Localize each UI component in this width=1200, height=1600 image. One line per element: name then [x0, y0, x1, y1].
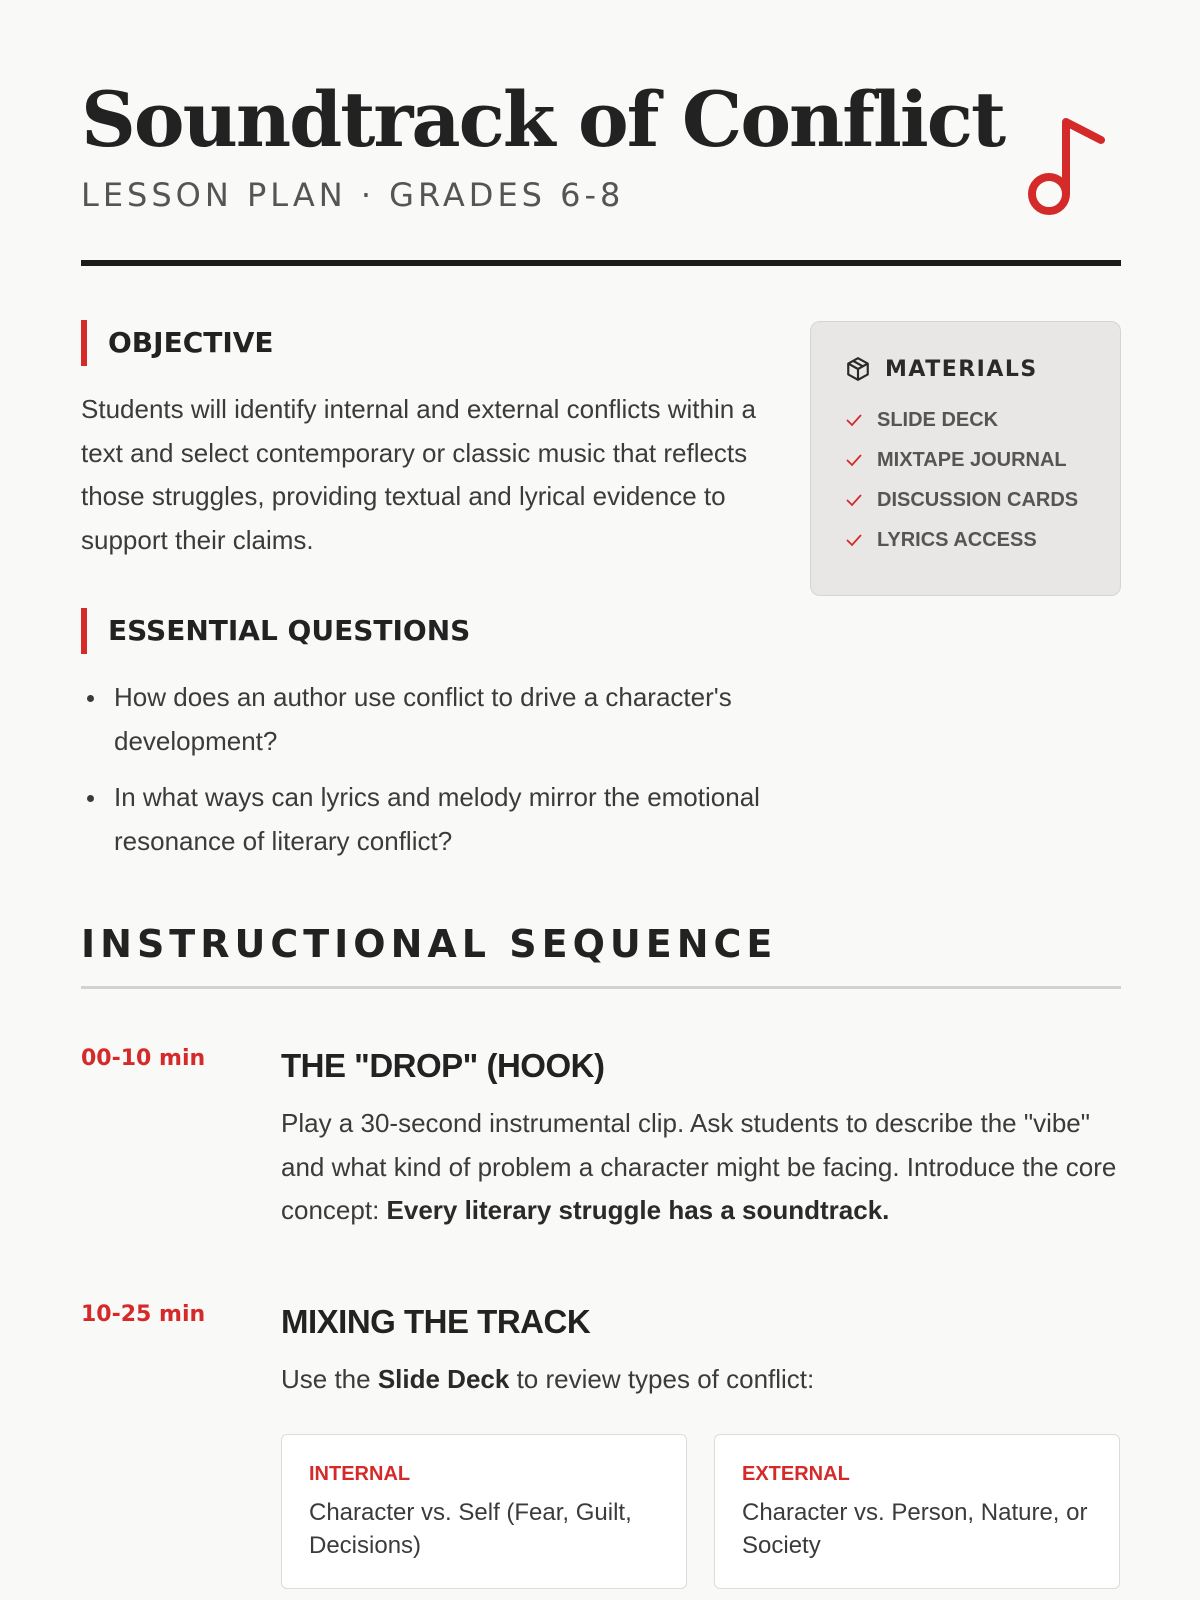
list-item [845, 480, 1120, 520]
list-item [845, 400, 1120, 440]
list-item [845, 520, 1120, 560]
step-title: MIXING THE TRACK [281, 1303, 591, 1340]
header-divider [81, 260, 1121, 266]
conflict-cards [281, 1434, 1121, 1589]
check-icon [845, 453, 863, 467]
left-column [81, 320, 761, 876]
step-text-emphasis: Slide Deck [377, 1364, 510, 1394]
box-icon [845, 356, 871, 382]
step-text [281, 1358, 1121, 1402]
check-icon [845, 413, 863, 427]
card-text: Character vs. Self (Fear, Guilt, Decisions) [309, 1498, 632, 1559]
list-item: In what ways can lyrics and melody mirror the emotional resonance of literary conflict? [81, 776, 761, 863]
material-label: SLIDE DECK [877, 408, 999, 431]
step-body [281, 1302, 1121, 1589]
sequence-heading: INSTRUCTIONAL SEQUENCE [81, 922, 778, 966]
step-text [281, 1102, 1121, 1233]
essential-questions-list [81, 676, 761, 863]
step-time: 10-25 min [81, 1302, 206, 1327]
essential-questions-heading: ESSENTIAL QUESTIONS [81, 608, 761, 654]
material-label: LYRICS ACCESS [877, 528, 1037, 551]
check-icon [845, 533, 863, 547]
page-subtitle: LESSON PLAN · GRADES 6-8 [81, 176, 625, 214]
page-title: Soundtrack of Conflict [81, 75, 1005, 164]
step-body [281, 1046, 1121, 1233]
conflict-card-external [714, 1434, 1120, 1589]
lesson-plan-page [81, 0, 1121, 1600]
step-text-before: Use the [281, 1364, 378, 1394]
music-note-icon [1027, 116, 1107, 220]
materials-heading [845, 356, 1120, 382]
header [81, 0, 1121, 270]
objective-text: Students will identify internal and external conflicts within a text and select contemporary or classic music that reflects those struggles, providing textual and lyrical evidence to support their claims. [81, 394, 756, 555]
step-text-main: Play a 30-second instrumental clip. Ask students to describe the "vibe" and what kind of problem a character might be facing. Introduce the core concept: [281, 1108, 1117, 1225]
step-time: 00-10 min [81, 1046, 206, 1071]
card-label: INTERNAL [309, 1462, 411, 1485]
card-text: Character vs. Person, Nature, or Society [742, 1498, 1088, 1559]
list-item [845, 440, 1120, 480]
objective-heading: OBJECTIVE [81, 320, 761, 366]
check-icon [845, 493, 863, 507]
step-title: THE "DROP" (HOOK) [281, 1047, 605, 1084]
materials-list [845, 400, 1120, 560]
conflict-card-internal [281, 1434, 687, 1589]
sequence-divider [81, 986, 1121, 989]
material-label: DISCUSSION CARDS [877, 488, 1079, 511]
materials-heading-label: MATERIALS [885, 356, 1038, 382]
material-label: MIXTAPE JOURNAL [877, 448, 1067, 471]
step-text-after: to review types of conflict: [509, 1364, 815, 1394]
card-label: EXTERNAL [742, 1462, 850, 1485]
step-text-emphasis: Every literary struggle has a soundtrack. [386, 1195, 890, 1225]
materials-box [810, 321, 1121, 596]
list-item: How does an author use conflict to drive a character's development? [81, 676, 761, 763]
